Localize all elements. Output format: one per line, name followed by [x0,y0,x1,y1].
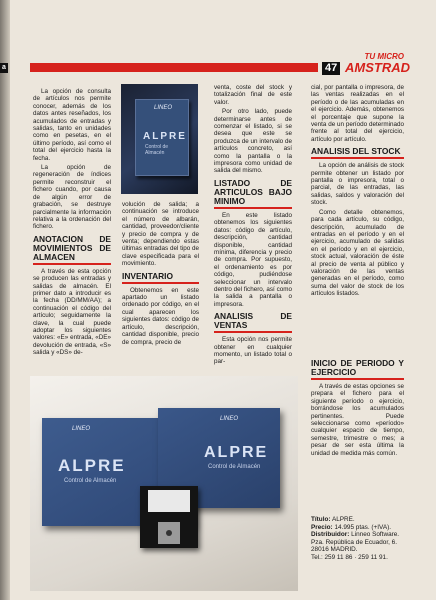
product-photo-large [30,376,298,591]
column-1 [33,88,111,359]
product-title: ALPRE [58,456,126,475]
maker-logo: LINEO [72,426,91,432]
section-heading: ANALISIS DE VENTAS [214,312,292,333]
floppy-disk-icon [140,486,198,548]
maker-logo: LINEO [154,105,173,111]
product-box [135,99,189,176]
product-subtitle: Control de Almacén [145,144,169,156]
info-address-1: Pza. República de Ecuador, 6. [311,538,397,546]
section-heading: ANALISIS DEL STOCK [311,147,404,159]
page-spine [0,0,10,600]
product-subtitle: Control de Almacén [208,464,261,470]
paragraph: A través de estas opciones se prepara el fichero para el siguiente período o ejercicio, borrándose los acumulados pertinentes. Puede seleccionarse como «período» cualquier espacio de tiempo, semestre, trimestre o mes; a pesar de ser esta última la unidad de medida más común. [311,383,404,457]
paragraph: En este listado obtenemos los siguientes datos: código de artículo, descripción, cantidad disponible, cantidad mínima, diferencia y precio de compra. Por supuesto, el ordenamiento es por código, pudiéndose seleccionar un intervalo dentro del fichero, así como la salida a pantalla o impresora. [214,211,292,308]
disk-label [148,490,190,512]
paragraph: Como detalle obtenemos, para cada artículo, su código, descripción, acumulado de entradas en el período y en el ejercicio, acumulado de salidas en el período y en el ejercicio, stock actual, valoración de éste al precio de venta al público y valoración de las ventas generadas en el período, como suma del valor de stock de los artículos listados. [311,208,404,298]
section-heading: INICIO DE PERIODO Y EJERCICIO [311,359,404,380]
spine-tab: a [0,63,8,73]
paragraph: volución de salida; a continuación se introduce el número de albarán, cantidad, proveedor/cliente y precio de compra y de venta; dependiendo estas últimas entradas del tipo de clave especificada para el movimiento. [122,201,200,268]
paragraph: La opción de regeneración de índices permite reconstruir el fichero cuando, por causa de algún error de grabación, se destruye parcialmente la información relativa a la ordenación del fichero. [33,164,111,231]
paragraph: La opción de análisis de stock permite obtener un listado por pantalla o impresora, total o parcial, de las entradas, las salidas, saldos y valoración del stock. [311,162,404,207]
info-title-row: Título: ALPRE. [311,516,355,523]
product-subtitle: Control de Almacén [64,478,117,484]
maker-logo: LINEO [220,416,239,422]
paragraph: A través de esta opción se producen las entradas y salidas de almacén. El primer dato a introducir es la fecha (DD/MM/AA); a continuación el código del artículo; seguidamente la clave, la cual puede adoptar los siguientes valores: «E» entrada, «DE» devolución de entrada, «S» salida y «DS» de- [33,267,111,357]
product-photo-small [121,84,198,194]
paragraph: Obtenemos en este apartado un listado ordenado por código, en el cual aparecen los siguientes datos: código de artículo, descripción, cantidad disponible, precio de compra, precio de [122,286,199,346]
column-3 [214,84,292,368]
paragraph: venta, coste del stock y totalización final de este valor. [214,84,292,106]
info-price-row: Precio: 14.995 ptas. (+IVA). [311,523,391,531]
paragraph: cial, por pantalla o impresora, de las ventas realizadas en el período o de las acumuladas en el ejercicio. Además, obtenemos el porcentaje que supone la venta de un período determinado frente al total del ejercicio, artículo por artículo. [311,84,404,143]
paragraph: Esta opción nos permite obtener en cualquier momento, un listado total o par- [214,336,292,366]
section-heading: LISTADO DE ARTICULOS BAJO MINIMO [214,179,292,209]
header-rule [30,63,318,72]
page-number: 47 [322,62,340,75]
paragraph: La opción de consulta de artículos nos permite conocer, además de los datos antes reseñados, los acumulados de entradas y salidas, tanto en unidades como en pesetas, en el último período, así como el total del ejercicio hasta la fecha. [33,88,111,162]
info-address-2: 28016 MADRID. [311,546,358,554]
section-heading: INVENTARIO [122,272,199,284]
brand-label: TU MICRO [364,52,404,61]
disk-hub [166,530,172,536]
column-2 [122,201,199,348]
product-info-box [311,516,411,562]
column-4 [311,84,404,300]
magazine-name: AMSTRAD [345,60,410,75]
product-title: ALPRE [204,444,269,461]
info-phone: Tel.: 259 11 86 · 259 11 91. [311,553,388,561]
section-heading: ANOTACION DE MOVIMIENTOS DE ALMACEN [33,235,111,265]
product-title: ALPRE [143,131,187,142]
column-5 [311,355,404,459]
paragraph: Por otro lado, puede determinarse antes de comenzar el listado, si se desea que este se produzca de un intervalo de artículos concreto, así como la pantalla o la impresora como unidad de salida del mismo. [214,108,292,175]
info-distributor-row: Distribuidor: Linneo Software. [311,531,400,539]
